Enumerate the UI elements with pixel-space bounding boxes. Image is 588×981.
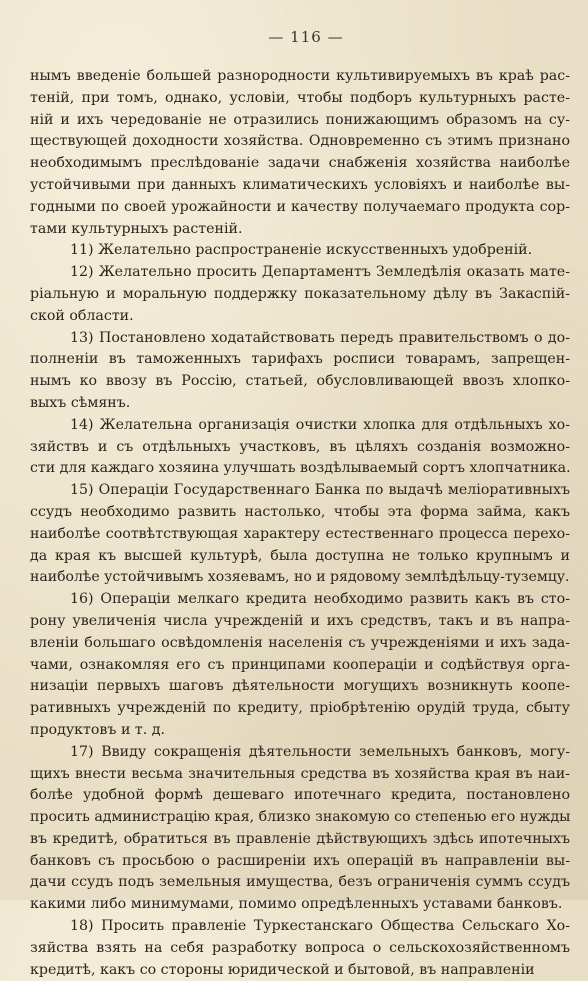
text-line: въ кредитѣ, обратиться въ правленiе дѣйствующихъ здѣсь ипотечныхъ <box>30 830 570 847</box>
text-line: тенiй, при томъ, однако, условiи, чтобы подборъ культурныхъ расте- <box>30 89 570 106</box>
paragraph-item-11 <box>30 240 570 262</box>
text-line: болѣе удобной формѣ дешеваго ипотечнаго кредита, постановлено <box>30 787 570 804</box>
paragraph-item-18 <box>30 916 570 981</box>
text-line: какими либо минимумами, помимо опредѣленныхъ уставами банковъ. <box>30 896 563 913</box>
text-line: 15) Операцiи Государственнаго Банка по выдачѣ мелiоративныхъ <box>70 482 570 499</box>
paragraph-item-12 <box>30 262 570 327</box>
text-line: зяйствъ и съ отдѣльныхъ участковъ, въ цѣляхъ созданiя возможно- <box>30 438 570 455</box>
text-body <box>30 66 570 981</box>
text-line: нымъ ко ввозу въ Россiю, статьей, обусловливающей ввозъ хлопко- <box>30 373 570 390</box>
text-line: просить администрацiю края, близко знакомую со степенью его нужды <box>30 809 571 826</box>
text-line: 14) Желательна организацiя очистки хлопка для отдѣльныхъ хо- <box>70 416 570 433</box>
paragraph-item-13 <box>30 328 570 415</box>
text-line: нiй и ихъ чередованiе не отразились понижающимъ образомъ на су- <box>30 111 570 128</box>
text-line: ративныхъ учрежденiй по кредиту, прiобрѣтенiю орудiй труда, сбыту <box>30 700 570 717</box>
paragraph-item-14 <box>30 415 570 480</box>
paragraph-intro <box>30 66 570 240</box>
text-line: 12) Желательно просить Департаментъ Земледѣлiя оказать мате- <box>70 264 570 281</box>
text-line: наиболѣе устойчивымъ хозяевамъ, но и рядовому землѣдѣльцу-туземцу. <box>30 569 570 586</box>
text-line: продуктовъ и т. д. <box>30 721 166 738</box>
text-line: полненiи въ таможенныхъ тарифахъ росписи товарамъ, запрещен- <box>30 351 570 368</box>
text-line: чами, ознакомляя его съ принципами кооперацiи и содѣйствуя орга- <box>30 656 570 673</box>
text-line: рiальную и моральную поддержку показательному дѣлу въ Закаспiй- <box>30 285 570 302</box>
text-line: ссудъ необходимо развить настолько, чтобы эта форма займа, какъ <box>30 503 570 520</box>
text-line: дачи ссудъ подъ земельныя имущества, безъ ограниченiя суммъ ссудъ <box>30 874 570 891</box>
text-line: нымъ введенiе большей разнородности культивируемыхъ въ краѣ рас- <box>30 68 570 84</box>
paragraph-item-17 <box>30 742 570 916</box>
text-line: 16) Операцiи мелкаго кредита необходимо развить какъ въ сто- <box>70 591 570 608</box>
text-line: тами культурныхъ растенiй. <box>30 220 243 237</box>
paragraph-item-15 <box>30 480 570 589</box>
text-line: ской области. <box>30 307 134 324</box>
text-line: необходимымъ преслѣдованiе задачи снабженiя хозяйства наиболѣе <box>30 155 570 172</box>
text-line: ществующей доходности хозяйства. Одновременно съ этимъ признано <box>30 133 570 150</box>
text-line: устойчивыми при данныхъ климатическихъ условiяхъ и наиболѣе вы- <box>30 176 570 193</box>
text-line: выхъ сѣмянъ. <box>30 394 131 411</box>
text-line: зяйства взять на себя разработку вопроса о сельскохозяйственномъ <box>30 939 570 956</box>
text-line: щихъ внести весьма значительныя средства въ хозяйства края въ наи- <box>30 765 570 782</box>
paragraph-item-16 <box>30 589 570 742</box>
text-line: банковъ съ просьбою о расширенiи ихъ операцiй въ направленiи вы- <box>30 852 570 869</box>
text-line: низацiи первыхъ шаговъ дѣятельности могущихъ возникнуть коопе- <box>30 678 570 695</box>
text-line: годными по своей урожайности и качеству получаемаго продукта сор- <box>30 198 570 215</box>
text-line: 18) Просить правленiе Туркестанскаго Общества Сельскаго Хо- <box>70 918 570 935</box>
text-line: рону увеличенiя числа учрежденiй и ихъ средствъ, такъ и въ напра- <box>30 612 570 629</box>
text-line: 11) Желательно распространенiе искусственныхъ удобренiй. <box>70 242 533 259</box>
text-line: 13) Постановлено ходатайствовать передъ правительствомъ о до- <box>70 329 570 346</box>
text-line: сти для каждаго хозяина улучшать воздѣлываемый сортъ хлопчатника. <box>30 460 571 477</box>
text-line: вленiи большаго освѣдомленiя населенiя съ учрежденiями и ихъ зада- <box>30 634 570 651</box>
page-number: — 116 — <box>268 28 344 46</box>
text-line: да края къ высшей культурѣ, была доступна не только крупнымъ и <box>30 547 570 564</box>
text-line: кредитѣ, какъ со стороны юридической и бытовой, въ направленiи <box>30 961 535 978</box>
text-line: наиболѣе соотвѣтствующая характеру естественнаго процесса перехо- <box>30 525 570 542</box>
text-line: 17) Ввиду сокращенiя дѣятельности земельныхъ банковъ, могу- <box>70 743 570 760</box>
